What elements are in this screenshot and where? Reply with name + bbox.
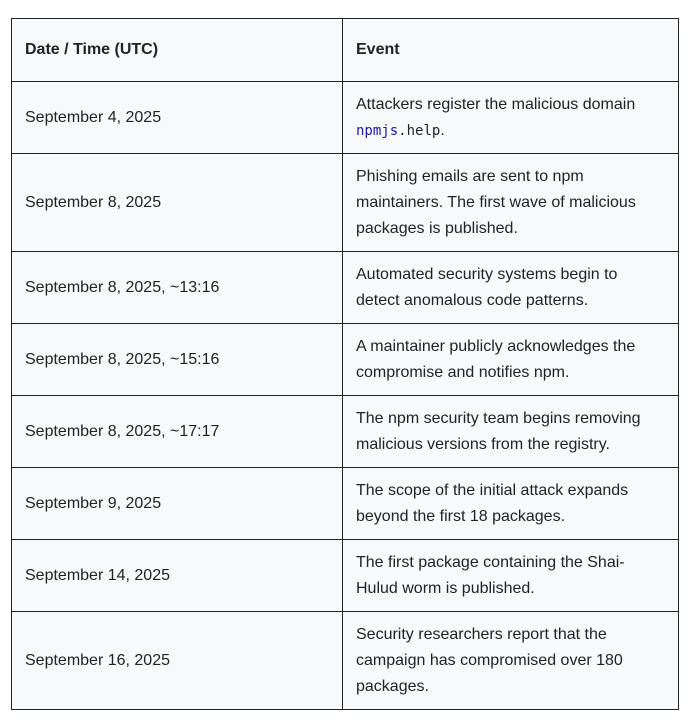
date-cell: September 8, 2025, ~15:16	[12, 324, 343, 396]
event-cell: A maintainer publicly acknowledges the compromise and notifies npm.	[343, 324, 679, 396]
event-cell: Security researchers report that the campaign has compromised over 180 packages.	[343, 612, 679, 710]
date-cell: September 8, 2025	[12, 154, 343, 252]
table-header-row	[12, 19, 679, 82]
date-cell: September 14, 2025	[12, 540, 343, 612]
column-header-date: Date / Time (UTC)	[12, 19, 343, 82]
event-cell: Phishing emails are sent to npm maintainers. The first wave of malicious packages is published.	[343, 154, 679, 252]
date-cell: September 4, 2025	[12, 82, 343, 154]
domain-code-tld: .help	[398, 122, 441, 139]
date-cell: September 16, 2025	[12, 612, 343, 710]
date-cell: September 8, 2025, ~17:17	[12, 396, 343, 468]
event-cell: The first package containing the Shai-Hulud worm is published.	[343, 540, 679, 612]
event-cell	[343, 82, 679, 154]
table-row	[12, 612, 679, 710]
timeline-table	[11, 18, 679, 710]
table-row	[12, 540, 679, 612]
domain-code	[356, 123, 440, 139]
table-row	[12, 468, 679, 540]
event-text: Attackers register the malicious domain	[356, 95, 636, 113]
date-cell: September 9, 2025	[12, 468, 343, 540]
column-header-event: Event	[343, 19, 679, 82]
table-row	[12, 154, 679, 252]
event-cell: The npm security team begins removing malicious versions from the registry.	[343, 396, 679, 468]
event-cell: Automated security systems begin to detect anomalous code patterns.	[343, 252, 679, 324]
event-text-suffix: .	[440, 121, 445, 139]
domain-code-host: npmjs	[356, 122, 399, 139]
event-cell: The scope of the initial attack expands beyond the first 18 packages.	[343, 468, 679, 540]
table-row	[12, 82, 679, 154]
table-row	[12, 324, 679, 396]
table-row	[12, 252, 679, 324]
table-row	[12, 396, 679, 468]
date-cell: September 8, 2025, ~13:16	[12, 252, 343, 324]
